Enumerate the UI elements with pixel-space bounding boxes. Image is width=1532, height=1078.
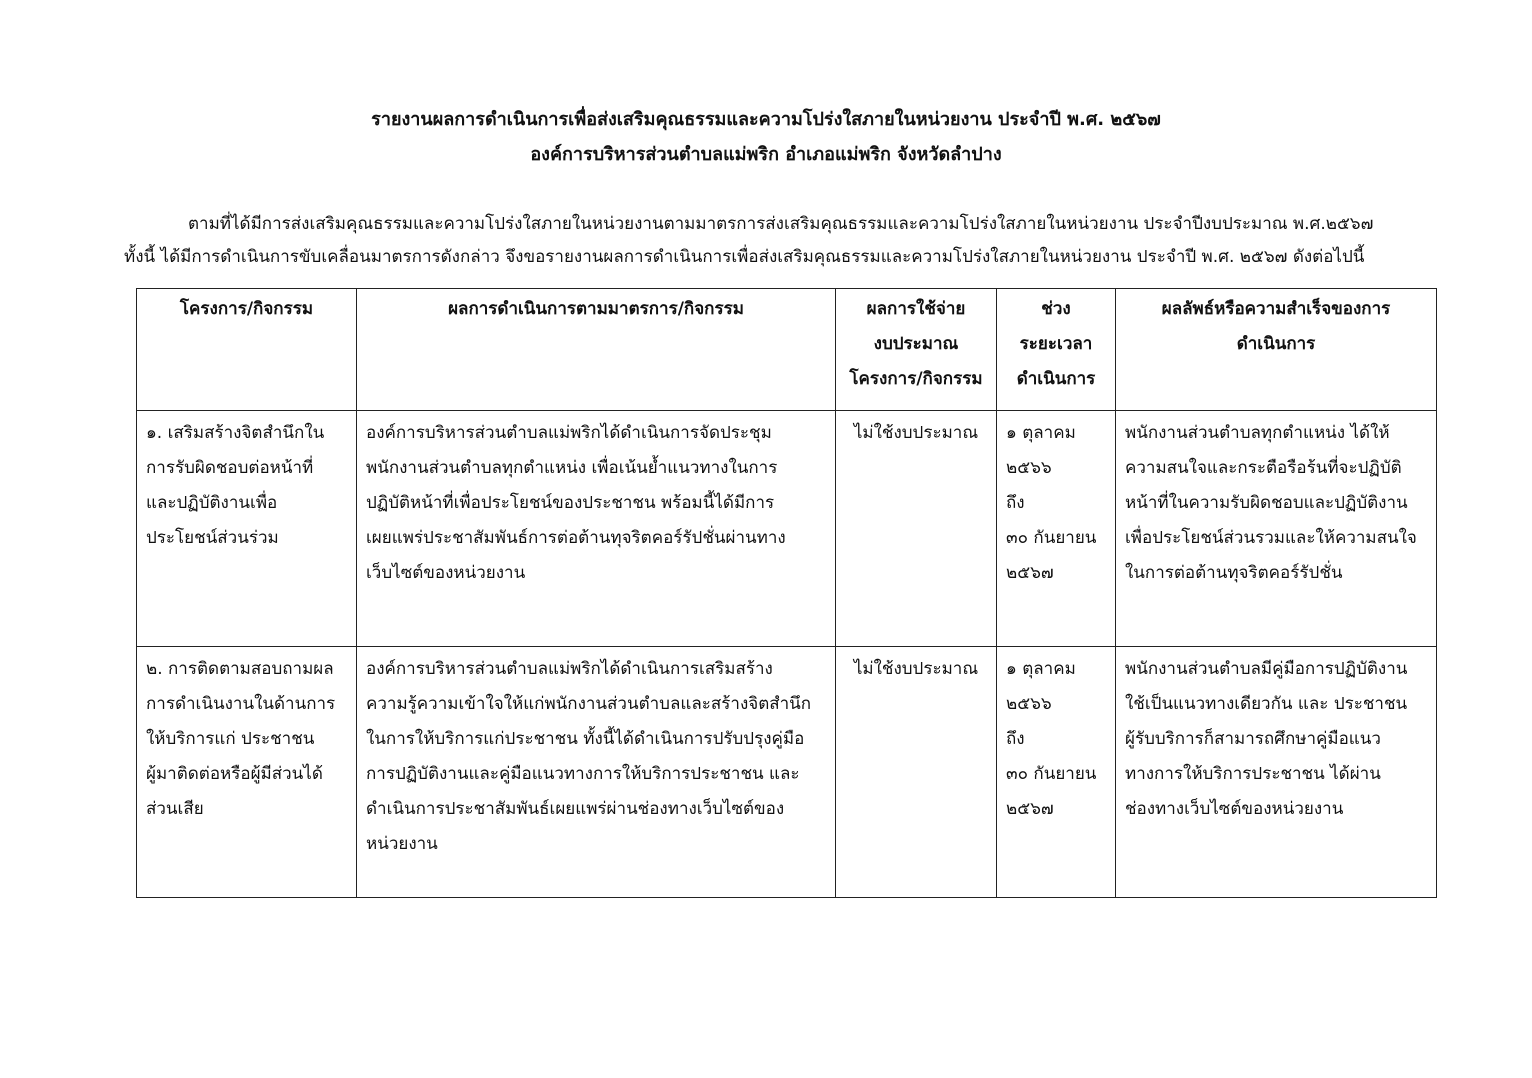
cell-text-line: ๒๕๖๗ <box>1006 799 1054 819</box>
cell-text-line: ถึง <box>1006 493 1025 513</box>
cell-text-line: ไม่ใช้งบประมาณ <box>853 659 979 679</box>
cell-text-line: ถึง <box>1006 729 1025 749</box>
table-row <box>137 411 1437 647</box>
cell-text-line: หน่วยงาน <box>366 834 438 854</box>
cell-text-line: ทางการให้บริการประชาชน ได้ผ่าน <box>1125 764 1381 784</box>
header-result <box>357 289 836 411</box>
table-header-row <box>137 289 1437 411</box>
cell-text-line: การปฏิบัติงานและคู่มือแนวทางการให้บริการประชาชน และ <box>366 764 800 784</box>
cell-text-line: ประโยชน์ส่วนร่วม <box>146 528 279 548</box>
cell-text-line: พนักงานส่วนตำบลทุกตำแหน่ง ได้ให้ <box>1125 423 1390 443</box>
cell-text-line: ๑ ตุลาคม <box>1006 423 1076 443</box>
cell-budget <box>836 647 997 898</box>
cell-text-line: และปฏิบัติงานเพื่อ <box>146 493 278 513</box>
header-project-text: โครงการ/กิจกรรม <box>179 299 314 319</box>
cell-text-line: ผู้รับบริการก็สามารถศึกษาคู่มือแนว <box>1125 729 1381 749</box>
cell-text-line: ช่องทางเว็บไซต์ของหน่วยงาน <box>1125 799 1344 819</box>
cell-text-line: ใช้เป็นแนวทางเดียวกัน และ ประชาชน <box>1125 694 1408 714</box>
cell-text-line: องค์การบริหารส่วนตำบลแม่พริกได้ดำเนินการจัดประชุม <box>366 423 772 443</box>
cell-budget <box>836 411 997 647</box>
cell-period <box>997 647 1116 898</box>
header-budget <box>836 289 997 411</box>
cell-result <box>357 647 836 898</box>
cell-text-line: ๑ ตุลาคม <box>1006 659 1076 679</box>
cell-text-line: พนักงานส่วนตำบลทุกตำแหน่ง เพื่อเน้นย้ำแนวทางในการ <box>366 458 778 478</box>
cell-text-line: เว็บไซต์ของหน่วยงาน <box>366 563 526 583</box>
organization-subtitle: องค์การบริหารส่วนตำบลแม่พริก อำเภอแม่พริก จังหวัดลำปาง <box>530 144 1002 165</box>
cell-text-line: เพื่อประโยชน์ส่วนรวมและให้ความสนใจ <box>1125 528 1417 548</box>
cell-text-line: ๓๐ กันยายน <box>1006 764 1097 784</box>
header-result-text: ผลการดำเนินการตามมาตรการ/กิจกรรม <box>448 299 744 319</box>
report-table <box>136 288 1437 898</box>
cell-text-line: ไม่ใช้งบประมาณ <box>853 423 979 443</box>
cell-text-line: ผู้มาติดต่อหรือผู้มีส่วนได้ <box>146 764 323 784</box>
header-period-line: ดำเนินการ <box>1016 369 1096 389</box>
cell-text-line: ๑. เสริมสร้างจิตสำนึกใน <box>146 423 325 443</box>
report-title: รายงานผลการดำเนินการเพื่อส่งเสริมคุณธรรมและความโปร่งใสภายในหน่วยงาน ประจำปี พ.ศ. ๒๕๖๗ <box>371 109 1161 130</box>
cell-text-line: ๒๕๖๗ <box>1006 563 1054 583</box>
cell-outcome <box>1116 411 1437 647</box>
intro-paragraph-line-1: ตามที่ได้มีการส่งเสริมคุณธรรมและความโปร่งใสภายในหน่วยงานตามมาตรการส่งเสริมคุณธรรมและความโปร่งใสภายในหน่วยงาน ประจำปีงบประมาณ พ.ศ.๒๕๖๗ <box>188 214 1374 234</box>
header-period <box>997 289 1116 411</box>
cell-text-line: การดำเนินงานในด้านการ <box>146 694 336 714</box>
cell-text-line: ดำเนินการประชาสัมพันธ์เผยแพร่ผ่านช่องทางเว็บไซต์ของ <box>366 799 785 819</box>
cell-text-line: ให้บริการแก่ ประชาชน <box>146 729 315 749</box>
header-budget-line: งบประมาณ <box>873 334 959 354</box>
header-budget-line: โครงการ/กิจกรรม <box>849 369 983 389</box>
cell-text-line: องค์การบริหารส่วนตำบลแม่พริกได้ดำเนินการเสริมสร้าง <box>366 659 773 679</box>
table-row <box>137 647 1437 898</box>
cell-text-line: ๒. การติดตามสอบถามผล <box>146 659 334 679</box>
header-period-line: ระยะเวลา <box>1019 334 1093 354</box>
cell-text-line: เผยแพร่ประชาสัมพันธ์การต่อต้านทุจริตคอร์รัปชั่นผ่านทาง <box>366 528 786 548</box>
cell-text-line: ๓๐ กันยายน <box>1006 528 1097 548</box>
header-project <box>137 289 357 411</box>
cell-text-line: หน้าที่ในความรับผิดชอบและปฏิบัติงาน <box>1125 493 1408 513</box>
cell-text-line: ความสนใจและกระตือรือร้นที่จะปฏิบัติ <box>1125 458 1402 478</box>
intro-paragraph-line-2: ทั้งนี้ ได้มีการดำเนินการขับเคลื่อนมาตรการดังกล่าว จึงขอรายงานผลการดำเนินการเพื่อส่งเสริมคุณธรรมและความโปร่งใสภายในหน่วยงาน ประจำปี พ.ศ. ๒๕๖๗ ดังต่อไปนี้ <box>124 247 1365 267</box>
cell-text-line: ๒๕๖๖ <box>1006 458 1052 478</box>
cell-project <box>137 647 357 898</box>
cell-text-line: ส่วนเสีย <box>146 799 204 819</box>
header-outcome-line: ผลลัพธ์หรือความสำเร็จของการ <box>1161 299 1391 319</box>
cell-result <box>357 411 836 647</box>
cell-text-line: การรับผิดชอบต่อหน้าที่ <box>146 458 314 478</box>
header-budget-line: ผลการใช้จ่าย <box>866 299 966 319</box>
cell-project <box>137 411 357 647</box>
header-outcome-line: ดำเนินการ <box>1236 334 1316 354</box>
cell-period <box>997 411 1116 647</box>
header-outcome <box>1116 289 1437 411</box>
header-period-line: ช่วง <box>1041 299 1071 319</box>
cell-text-line: ความรู้ความเข้าใจให้แก่พนักงานส่วนตำบลและสร้างจิตสำนึก <box>366 694 812 714</box>
cell-text-line: ๒๕๖๖ <box>1006 694 1052 714</box>
cell-text-line: ปฏิบัติหน้าที่เพื่อประโยชน์ของประชาชน พร้อมนี้ได้มีการ <box>366 493 775 513</box>
cell-text-line: ในการต่อต้านทุจริตคอร์รัปชั่น <box>1125 563 1343 583</box>
cell-outcome <box>1116 647 1437 898</box>
cell-text-line: ในการให้บริการแก่ประชาชน ทั้งนี้ได้ดำเนินการปรับปรุงคู่มือ <box>366 729 805 749</box>
cell-text-line: พนักงานส่วนตำบลมีคู่มือการปฏิบัติงาน <box>1125 659 1408 679</box>
